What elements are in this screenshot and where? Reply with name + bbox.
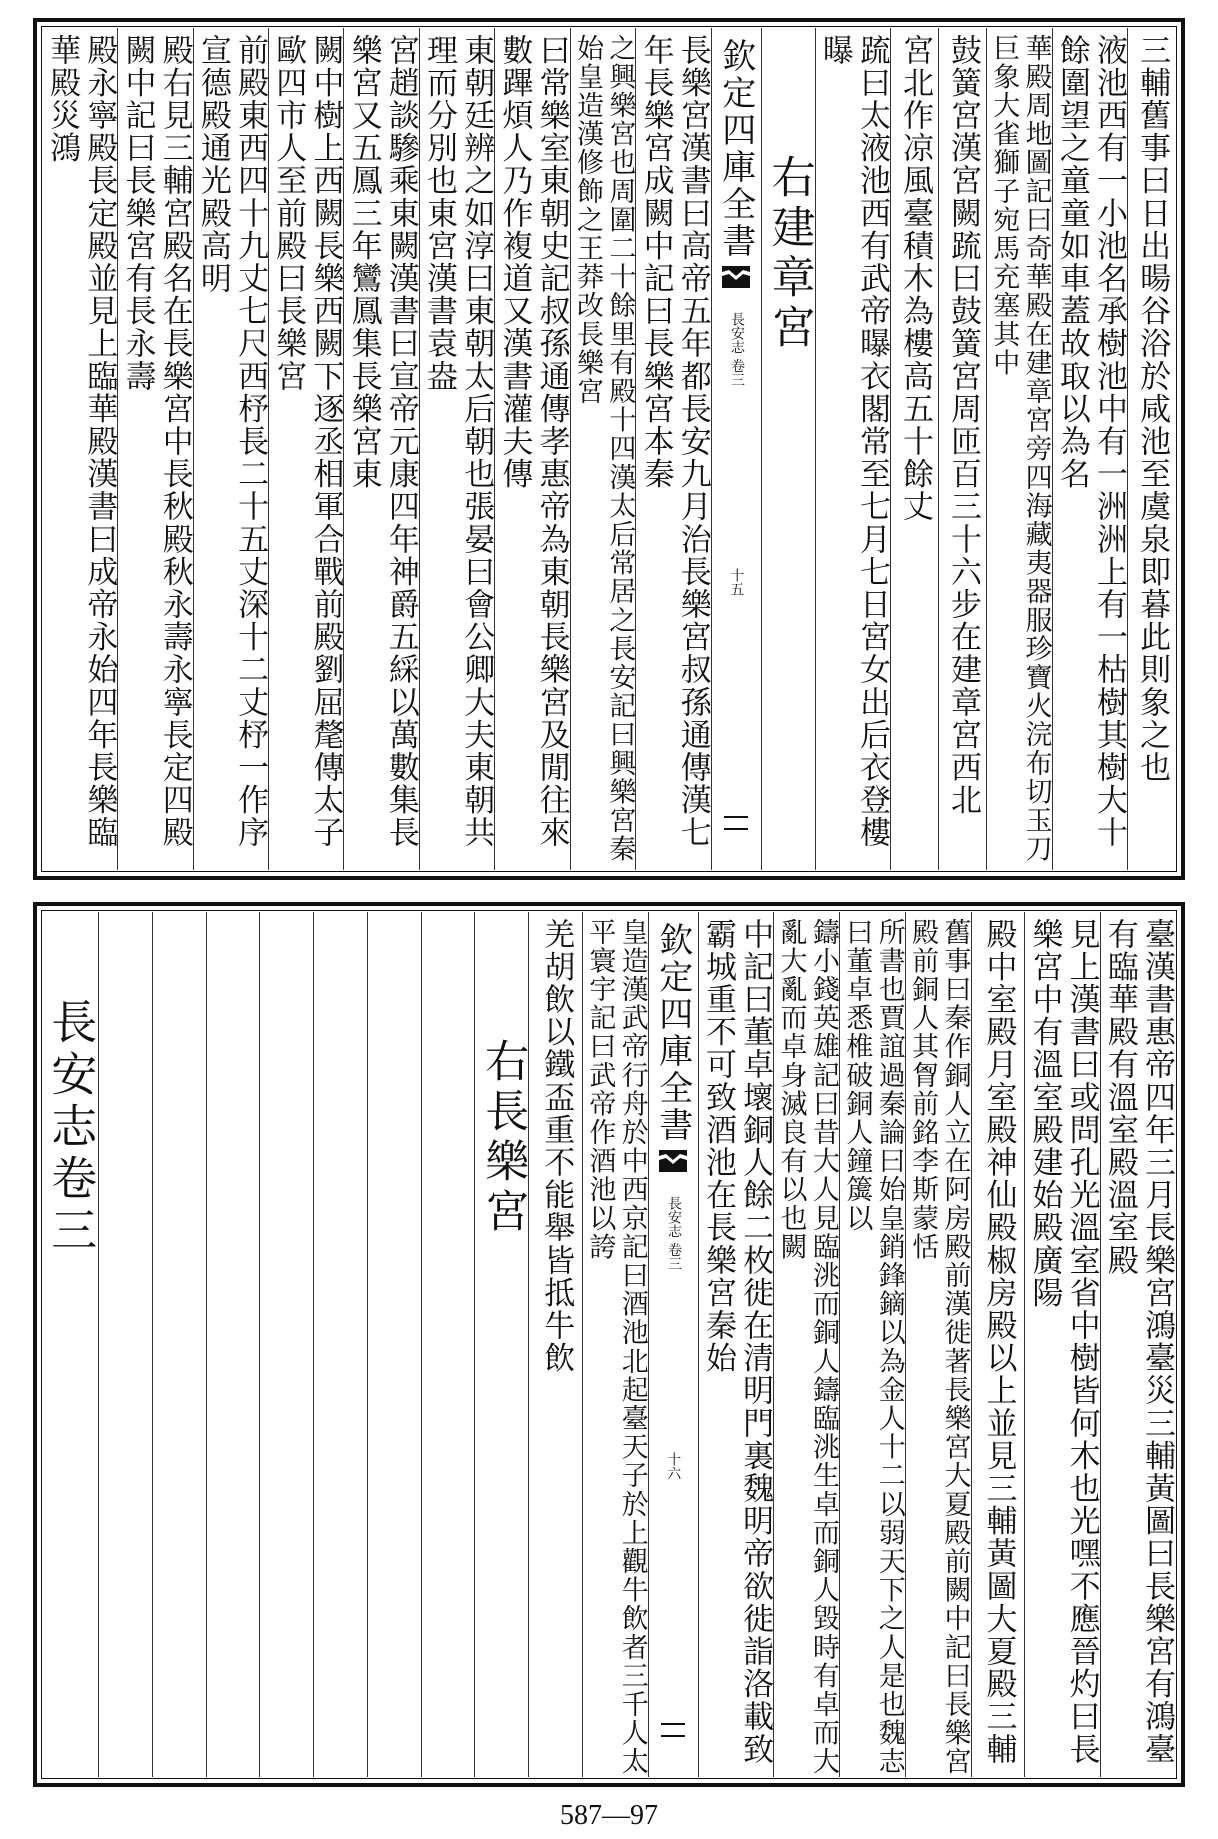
bottom-page-text-column — [259, 912, 313, 1777]
column-text: 殿右見三輔宮殿名在長樂宮中長秋殿秋永壽永寧長定四殿闕中記曰長樂宮有長永壽 — [119, 34, 193, 849]
top-page-text-column — [570, 28, 636, 870]
column-text: 前殿東西四十九丈七尺西杼長二十五丈深十二丈杼一作序宣德殿通光殿高明 — [194, 34, 269, 849]
column-text: 舊事曰秦作銅人立在阿房殿前漢徙著長樂宮大夏殿前闕中記曰長樂宮殿前銅人其胷前銘李斯蒙恬 — [907, 918, 971, 1776]
fish-tail-mark-icon — [721, 264, 751, 290]
fold-bottom-mark — [661, 1723, 685, 1737]
bottom-page-text-column — [528, 912, 582, 1777]
book-title-label: 欽定四庫全書 — [715, 38, 756, 260]
section-heading: 右長樂宮 — [477, 1038, 529, 1238]
top-page-text-column — [635, 28, 710, 870]
column-text: 長樂宮漢書曰高帝五年都長安九月治長樂宮叔孫通傳漢七年長樂宮成闕中記曰長樂宮本秦 — [637, 34, 711, 849]
top-page-text-column — [1052, 28, 1127, 870]
bottom-page-text-column — [152, 912, 206, 1777]
top-page — [33, 18, 1185, 880]
folio-number: 十五 — [728, 568, 745, 596]
top-page-text-column — [43, 28, 117, 870]
column-text: 殿永寧殿長定殿並見上臨華殿漢書曰成帝永始四年長樂臨華殿災鴻 — [44, 34, 118, 849]
column-text: 皇造漢武帝行舟於中西京記曰酒池北起臺天子於上觀牛飲者三千人太平寰宇記曰武帝作酒池以誇 — [584, 918, 648, 1776]
column-text: 液池西有一小池名承樹池中有一洲洲上有一枯樹其樹大十餘圍望之童童如車蓋故取以為名 — [1053, 34, 1128, 849]
bottom-page-text-column — [43, 912, 98, 1777]
column-text: 華殿周地圖記曰奇華殿在建章宮旁四海藏夷器服珍寶火浣布切玉刀巨象大雀獅子宛馬充塞其中 — [988, 34, 1052, 864]
column-text: 東朝廷辨之如淳曰東朝太后朝也張晏曰會公卿大夫東朝共理而分別也東宮漢書袁盎 — [421, 34, 495, 849]
top-page-text-column — [494, 28, 569, 870]
top-page-center-fold — [711, 28, 761, 870]
bottom-page-text-column — [1024, 912, 1099, 1777]
top-page-text-column — [815, 28, 890, 870]
column-text: 鼓簧宮漢宮闕䟽曰鼓簧宮周匝百三十六步在建章宮西北 — [944, 34, 981, 817]
bottom-page-text-column — [421, 912, 475, 1777]
bottom-page-text-column — [206, 912, 260, 1777]
column-text: 羌胡飲以鐵盃重不能舉皆抵牛飲 — [538, 918, 575, 1375]
bottom-page-text-column — [1100, 912, 1175, 1777]
bottom-page-text-column — [971, 912, 1025, 1777]
fold-bottom-mark — [724, 816, 748, 830]
bottom-page-center-fold — [648, 912, 698, 1777]
top-page-text-column — [117, 28, 192, 870]
bottom-page-text-column — [773, 912, 839, 1777]
bottom-page-text-column — [905, 912, 971, 1777]
volume-end-title: 長安志卷三 — [44, 998, 99, 1258]
bottom-page-text-column — [98, 912, 152, 1777]
bottom-page-text-column — [839, 912, 905, 1777]
top-page-text-column — [1127, 28, 1175, 870]
column-text: 曰常樂室東朝史記叔孫通傳孝惠帝為東朝長樂宮及閒往來數蹕煩人乃作複道又漢書灌夫傳 — [496, 34, 570, 849]
column-text: 宮北作凉風臺積木為樓高五十餘丈 — [897, 34, 934, 523]
section-heading: 右建章宮 — [763, 154, 815, 354]
top-page-text-column — [938, 28, 986, 870]
bottom-page-text-column — [367, 912, 421, 1777]
column-text: 所書也賈誼過秦論曰始皇銷鋒鏑以為金人十二以弱天下之人是也魏志曰董卓悉椎破銅人鐘簴以 — [841, 918, 905, 1776]
top-page-text-column — [419, 28, 494, 870]
page-number-footer: 587—97 — [560, 1800, 658, 1831]
top-page-text-column — [268, 28, 343, 870]
volume-label: 長安志 卷三 — [665, 1196, 682, 1271]
column-text: 臺漢書惠帝四年三月長樂宮鴻臺災三輔黃圖曰長樂宮有鴻臺有臨華殿有溫室殿溫室殿 — [1101, 918, 1175, 1766]
bottom-page-text-column — [582, 912, 648, 1777]
bottom-page-text-column — [698, 912, 773, 1777]
column-text: 之興樂宮也周圍二十餘里有殿十四漢太后常居之長安記曰興樂宮秦始皇造漢修飾之王莽改長樂宮 — [572, 34, 636, 864]
top-page-text-column — [890, 28, 938, 870]
bottom-page-columns — [43, 912, 1175, 1777]
volume-label: 長安志 卷三 — [728, 312, 745, 387]
folio-number: 十六 — [665, 1452, 682, 1480]
bottom-page-text-column — [474, 912, 528, 1777]
column-text: 中記曰董卓壞銅人餘二枚徙在清明門裏魏明帝欲徙詣洛載致霸城重不可致酒池在長樂宮秦始 — [699, 918, 774, 1766]
column-text: 見上漢書曰或問孔光溫室省中樹皆何木也光嘿不應晉灼曰長樂宮中有溫室殿建始殿廣陽 — [1026, 918, 1100, 1766]
top-page-text-column — [761, 28, 815, 870]
bottom-page — [33, 902, 1185, 1787]
top-page-text-column — [986, 28, 1052, 870]
column-text: 三輔舊事曰日出暘谷浴於咸池至虞泉即暮此則象之也 — [1134, 34, 1171, 784]
top-page-columns — [43, 28, 1175, 870]
fish-tail-mark-icon — [658, 1148, 688, 1174]
column-text: 殿中室殿月室殿神仙殿椒房殿以上並見三輔黃圖大夏殿三輔 — [980, 918, 1017, 1766]
top-page-text-column — [343, 28, 418, 870]
top-page-text-column — [193, 28, 268, 870]
column-text: 闕中樹上西闕長樂西闕下逐丞相軍合戰前殿劉屈氂傳太子歐四市人至前殿曰長樂宮 — [270, 34, 344, 849]
column-text: 䟽曰太液池西有武帝曝衣閣常至七月七日宮女出后衣登樓曝 — [816, 34, 890, 849]
column-text: 宮趙談驂乘東闕漢書曰宣帝元康四年神爵五綵以萬數集長樂宮又五鳳三年鸞鳳集長樂宮東 — [345, 34, 419, 849]
book-title-label: 欽定四庫全書 — [652, 922, 693, 1144]
bottom-page-text-column — [313, 912, 367, 1777]
column-text: 鑄小錢英雄記曰昔大人見臨洮而銅人鑄臨洮生卓而銅人毀時有卓而大亂大亂而卓身滅良有以也闕 — [775, 918, 839, 1776]
